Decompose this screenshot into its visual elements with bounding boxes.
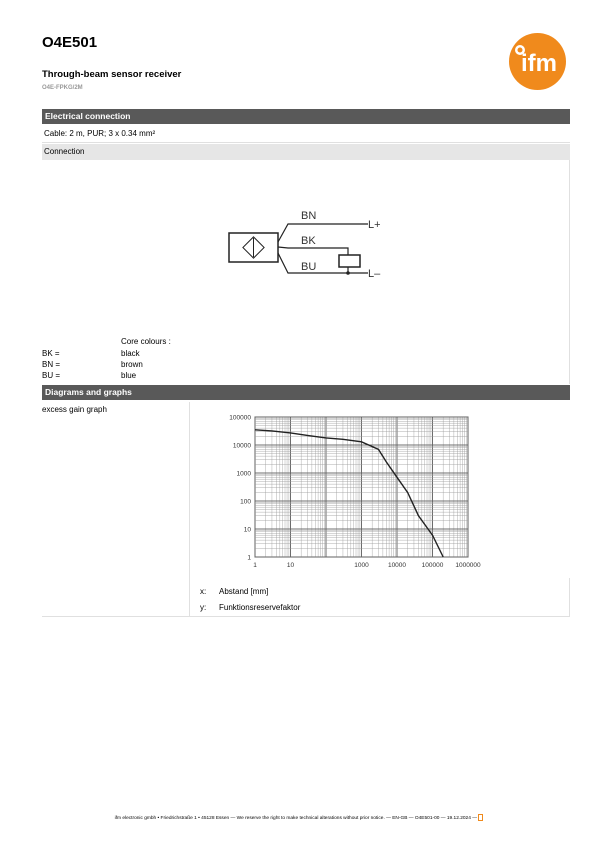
y-tick-label: 1 xyxy=(247,554,251,562)
y-tick-label: 1000 xyxy=(236,470,251,478)
legend-text: Abstand [mm] xyxy=(219,587,269,596)
divider xyxy=(569,578,570,616)
excess-gain-chart xyxy=(222,409,490,574)
wire-bk xyxy=(278,247,348,255)
link-icon[interactable] xyxy=(478,814,483,821)
cable-text: Cable: 2 m, PUR; 3 x 0.34 mm² xyxy=(44,129,156,138)
logo-text: ifm xyxy=(521,50,557,77)
ifm-logo xyxy=(509,33,566,90)
section-electrical-connection xyxy=(42,109,570,124)
wire-bu-label: BU xyxy=(301,261,317,273)
section-heading: Diagrams and graphs xyxy=(45,387,132,397)
divider xyxy=(42,616,570,617)
x-tick-label: 1000 xyxy=(354,562,369,569)
x-tick-label: 10000 xyxy=(387,562,407,569)
core-colour-name: blue xyxy=(121,371,137,380)
y-tick-label: 10 xyxy=(243,526,251,534)
divider xyxy=(569,160,570,384)
product-subtitle: Through-beam sensor receiver xyxy=(42,69,182,80)
x-tick-label: 1 xyxy=(253,562,257,569)
x-tick-label: 100000 xyxy=(421,562,444,569)
core-colour-code: BN = xyxy=(42,360,61,369)
wiring-diagram xyxy=(222,200,392,290)
footer xyxy=(0,814,598,821)
x-tick-label: 1000000 xyxy=(455,562,481,569)
graph-label: excess gain graph xyxy=(42,405,107,414)
core-colour-code: BU = xyxy=(42,371,61,380)
page-title: O4E501 xyxy=(42,34,98,51)
legend-text: Funktionsreservefaktor xyxy=(219,603,301,612)
legend-axis: x: xyxy=(200,587,207,596)
core-colours-title: Core colours : xyxy=(121,337,171,346)
y-tick-label: 100 xyxy=(240,498,251,506)
connection-label: Connection xyxy=(44,147,85,156)
wire-bn xyxy=(278,224,368,242)
section-heading: Electrical connection xyxy=(45,111,131,121)
connection-subheader xyxy=(42,144,570,160)
cable-spec xyxy=(42,127,570,140)
article-code: O4E-FPKG/2M xyxy=(42,85,83,91)
divider xyxy=(189,402,190,616)
wire-bk-label: BK xyxy=(301,235,316,247)
core-colour-code: BK = xyxy=(42,349,60,358)
wire-bn-label: BN xyxy=(301,210,317,222)
section-diagrams xyxy=(42,385,570,400)
y-tick-label: 10000 xyxy=(232,442,251,450)
divider xyxy=(42,142,570,143)
load-icon xyxy=(339,255,360,267)
core-colour-name: black xyxy=(121,349,140,358)
l-minus-label: L– xyxy=(368,268,381,280)
core-colour-name: brown xyxy=(121,360,143,369)
footer-text: ifm electronic gmbh • Friedrichstraße 1 • 45128 Essen — We reserve the right to make technical alterations without prior notice. — EN-GB — O4E501-00 — 19.12.2024 — xyxy=(114,815,478,821)
legend-axis: y: xyxy=(200,603,207,612)
l-plus-label: L+ xyxy=(368,219,381,231)
y-tick-label: 100000 xyxy=(229,414,251,422)
x-tick-label: 10 xyxy=(286,562,295,569)
